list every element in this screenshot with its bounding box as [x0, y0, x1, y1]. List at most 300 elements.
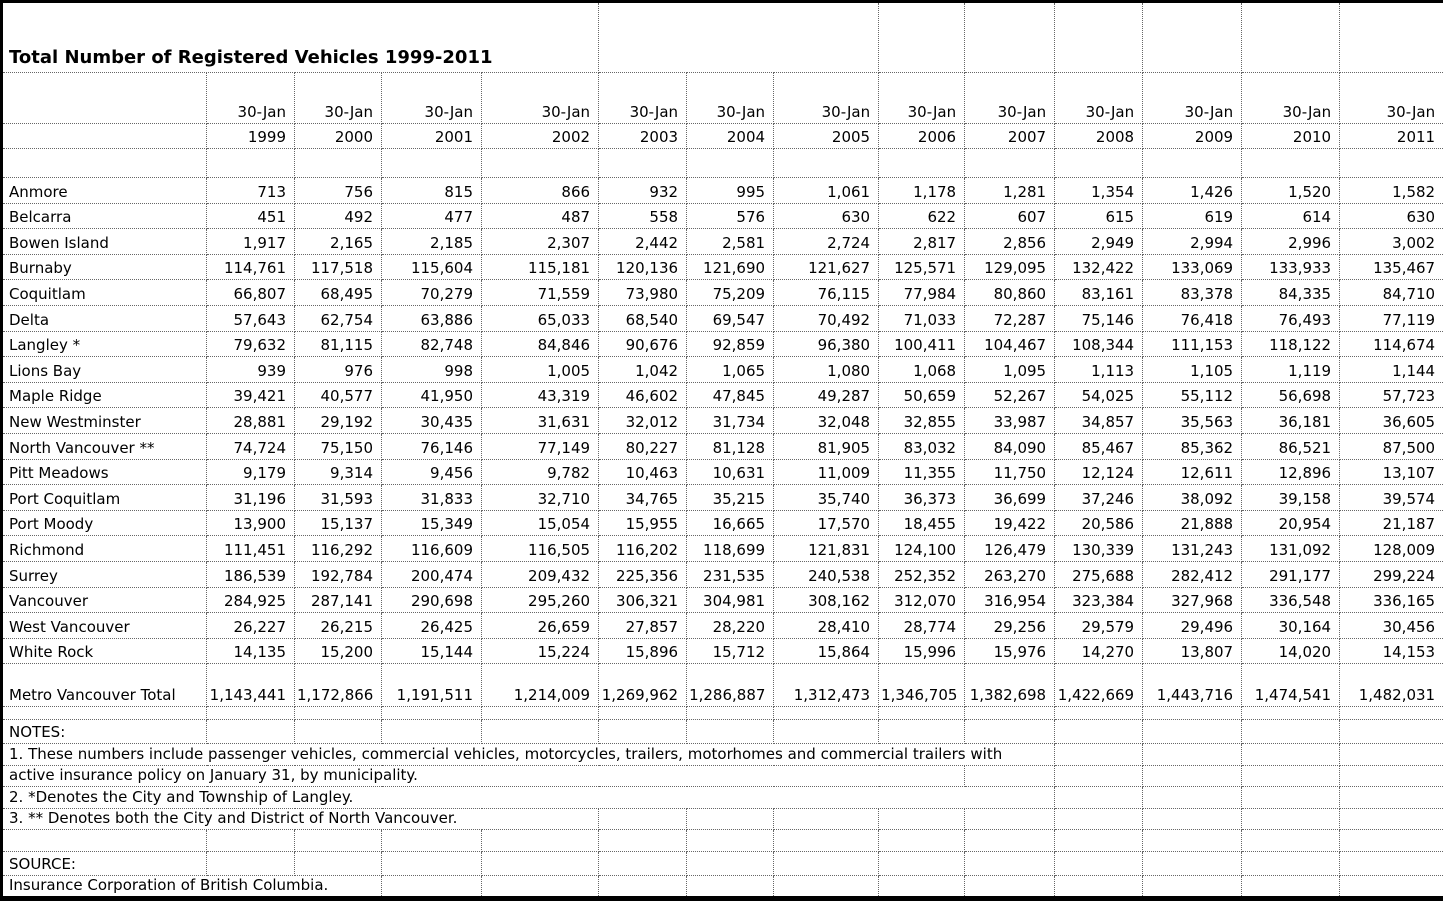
value-cell: 1,105 — [1143, 357, 1242, 383]
table-row — [2, 613, 1443, 639]
municipality-cell: Bowen Island — [2, 229, 207, 255]
value-cell: 304,981 — [687, 587, 774, 613]
empty-cell — [2, 124, 207, 149]
empty-cell — [1340, 744, 1443, 766]
value-cell: 1,061 — [774, 178, 879, 204]
value-cell: 26,215 — [295, 613, 382, 639]
value-cell: 35,740 — [774, 485, 879, 511]
empty-cell — [687, 876, 774, 899]
value-cell: 225,356 — [599, 561, 687, 587]
value-cell: 121,690 — [687, 254, 774, 280]
value-cell: 2,185 — [382, 229, 482, 255]
value-cell: 252,352 — [879, 561, 965, 587]
empty-cell — [1143, 830, 1242, 852]
value-cell: 120,136 — [599, 254, 687, 280]
note-text: active insurance policy on January 31, by municipality. — [2, 765, 965, 787]
value-cell: 308,162 — [774, 587, 879, 613]
value-cell: 10,631 — [687, 459, 774, 485]
value-cell: 104,467 — [965, 331, 1055, 357]
municipality-cell: Belcarra — [2, 203, 207, 229]
empty-cell — [207, 720, 295, 744]
value-cell: 66,807 — [207, 280, 295, 306]
value-cell: 316,954 — [965, 587, 1055, 613]
note-row — [2, 808, 1443, 830]
table-row — [2, 305, 1443, 331]
value-cell: 32,048 — [774, 408, 879, 434]
total-value-cell: 1,191,511 — [382, 664, 482, 707]
empty-cell — [774, 876, 879, 899]
empty-cell — [1340, 2, 1443, 73]
value-cell: 75,150 — [295, 433, 382, 459]
empty-cell — [965, 808, 1055, 830]
value-cell: 323,384 — [1055, 587, 1143, 613]
value-cell: 1,042 — [599, 357, 687, 383]
notes-header-row — [2, 720, 1443, 744]
value-cell: 116,505 — [482, 536, 599, 562]
total-value-cell: 1,422,669 — [1055, 664, 1143, 707]
value-cell: 115,604 — [382, 254, 482, 280]
value-cell: 13,807 — [1143, 638, 1242, 664]
value-cell: 16,665 — [687, 510, 774, 536]
value-cell: 30,456 — [1340, 613, 1443, 639]
municipality-cell: West Vancouver — [2, 613, 207, 639]
empty-cell — [1055, 787, 1143, 809]
empty-cell — [482, 876, 599, 899]
value-cell: 36,181 — [1242, 408, 1340, 434]
value-cell: 34,857 — [1055, 408, 1143, 434]
value-cell: 65,033 — [482, 305, 599, 331]
empty-cell — [774, 149, 879, 178]
value-cell: 131,243 — [1143, 536, 1242, 562]
value-cell: 312,070 — [879, 587, 965, 613]
empty-cell — [482, 707, 599, 720]
empty-cell — [207, 830, 295, 852]
empty-cell — [1242, 765, 1340, 787]
value-cell: 20,954 — [1242, 510, 1340, 536]
empty-cell — [1242, 744, 1340, 766]
empty-cell — [1143, 744, 1242, 766]
value-cell: 73,980 — [599, 280, 687, 306]
value-cell: 129,095 — [965, 254, 1055, 280]
table-row — [2, 536, 1443, 562]
value-cell: 87,500 — [1340, 433, 1443, 459]
value-cell: 477 — [382, 203, 482, 229]
value-cell: 20,586 — [1055, 510, 1143, 536]
value-cell: 10,463 — [599, 459, 687, 485]
empty-cell — [965, 852, 1055, 876]
empty-cell — [774, 720, 879, 744]
value-cell: 13,107 — [1340, 459, 1443, 485]
value-cell: 614 — [1242, 203, 1340, 229]
year-cell: 2007 — [965, 124, 1055, 149]
value-cell: 69,547 — [687, 305, 774, 331]
value-cell: 30,435 — [382, 408, 482, 434]
empty-cell — [774, 852, 879, 876]
empty-cell — [1242, 149, 1340, 178]
empty-cell — [1340, 787, 1443, 809]
value-cell: 11,009 — [774, 459, 879, 485]
value-cell: 15,712 — [687, 638, 774, 664]
value-cell: 1,520 — [1242, 178, 1340, 204]
value-cell: 14,135 — [207, 638, 295, 664]
empty-cell — [295, 720, 382, 744]
value-cell: 83,378 — [1143, 280, 1242, 306]
empty-cell — [879, 876, 965, 899]
year-cell: 2004 — [687, 124, 774, 149]
value-cell: 90,676 — [599, 331, 687, 357]
empty-cell — [965, 2, 1055, 73]
value-cell: 2,996 — [1242, 229, 1340, 255]
value-cell: 13,900 — [207, 510, 295, 536]
table-row — [2, 561, 1443, 587]
value-cell: 15,896 — [599, 638, 687, 664]
empty-cell — [599, 876, 687, 899]
value-cell: 815 — [382, 178, 482, 204]
value-cell: 756 — [295, 178, 382, 204]
value-cell: 121,627 — [774, 254, 879, 280]
value-cell: 125,571 — [879, 254, 965, 280]
value-cell: 192,784 — [295, 561, 382, 587]
value-cell: 15,349 — [382, 510, 482, 536]
date-label-cell: 30-Jan — [879, 73, 965, 124]
value-cell: 15,054 — [482, 510, 599, 536]
empty-cell — [207, 852, 295, 876]
empty-cell — [295, 149, 382, 178]
value-cell: 118,699 — [687, 536, 774, 562]
municipality-cell: New Westminster — [2, 408, 207, 434]
value-cell: 135,467 — [1340, 254, 1443, 280]
value-cell: 209,432 — [482, 561, 599, 587]
table-row — [2, 229, 1443, 255]
value-cell: 1,354 — [1055, 178, 1143, 204]
empty-cell — [207, 707, 295, 720]
empty-cell — [1055, 707, 1143, 720]
value-cell: 111,451 — [207, 536, 295, 562]
empty-cell — [1340, 765, 1443, 787]
value-cell: 76,493 — [1242, 305, 1340, 331]
value-cell: 68,540 — [599, 305, 687, 331]
value-cell: 14,270 — [1055, 638, 1143, 664]
value-cell: 576 — [687, 203, 774, 229]
table-row — [2, 459, 1443, 485]
empty-cell — [1055, 808, 1143, 830]
date-label-cell: 30-Jan — [687, 73, 774, 124]
table-row — [2, 382, 1443, 408]
value-cell: 39,574 — [1340, 485, 1443, 511]
value-cell: 132,422 — [1055, 254, 1143, 280]
value-cell: 54,025 — [1055, 382, 1143, 408]
value-cell: 74,724 — [207, 433, 295, 459]
empty-cell — [482, 830, 599, 852]
empty-cell — [1055, 149, 1143, 178]
date-label-cell: 30-Jan — [1055, 73, 1143, 124]
empty-cell — [1242, 2, 1340, 73]
value-cell: 186,539 — [207, 561, 295, 587]
value-cell: 32,012 — [599, 408, 687, 434]
value-cell: 37,246 — [1055, 485, 1143, 511]
empty-cell — [599, 2, 879, 73]
value-cell: 63,886 — [382, 305, 482, 331]
value-cell: 126,479 — [965, 536, 1055, 562]
empty-cell — [2, 73, 207, 124]
municipality-cell: Delta — [2, 305, 207, 331]
date-label-cell: 30-Jan — [207, 73, 295, 124]
value-cell: 1,426 — [1143, 178, 1242, 204]
empty-cell — [1143, 876, 1242, 899]
value-cell: 75,146 — [1055, 305, 1143, 331]
value-cell: 1,095 — [965, 357, 1055, 383]
value-cell: 932 — [599, 178, 687, 204]
empty-cell — [687, 149, 774, 178]
empty-cell — [382, 149, 482, 178]
empty-cell — [1143, 149, 1242, 178]
value-cell: 83,032 — [879, 433, 965, 459]
value-cell: 76,115 — [774, 280, 879, 306]
value-cell: 81,115 — [295, 331, 382, 357]
date-label-cell: 30-Jan — [1242, 73, 1340, 124]
empty-cell — [1340, 876, 1443, 899]
empty-cell — [382, 876, 482, 899]
spacer-row — [2, 707, 1443, 720]
table-row — [2, 587, 1443, 613]
total-value-cell: 1,172,866 — [295, 664, 382, 707]
value-cell: 995 — [687, 178, 774, 204]
value-cell: 299,224 — [1340, 561, 1443, 587]
empty-cell — [965, 830, 1055, 852]
value-cell: 35,215 — [687, 485, 774, 511]
value-cell: 116,609 — [382, 536, 482, 562]
value-cell: 18,455 — [879, 510, 965, 536]
value-cell: 451 — [207, 203, 295, 229]
value-cell: 29,579 — [1055, 613, 1143, 639]
value-cell: 111,153 — [1143, 331, 1242, 357]
value-cell: 39,158 — [1242, 485, 1340, 511]
value-cell: 56,698 — [1242, 382, 1340, 408]
value-cell: 80,860 — [965, 280, 1055, 306]
value-cell: 1,281 — [965, 178, 1055, 204]
value-cell: 131,092 — [1242, 536, 1340, 562]
value-cell: 38,092 — [1143, 485, 1242, 511]
empty-cell — [599, 808, 687, 830]
value-cell: 21,187 — [1340, 510, 1443, 536]
value-cell: 26,227 — [207, 613, 295, 639]
value-cell: 15,224 — [482, 638, 599, 664]
empty-cell — [687, 852, 774, 876]
empty-cell — [1242, 808, 1340, 830]
total-value-cell: 1,214,009 — [482, 664, 599, 707]
value-cell: 287,141 — [295, 587, 382, 613]
empty-cell — [687, 808, 774, 830]
value-cell: 121,831 — [774, 536, 879, 562]
date-label-cell: 30-Jan — [599, 73, 687, 124]
value-cell: 31,196 — [207, 485, 295, 511]
value-cell: 866 — [482, 178, 599, 204]
municipality-cell: Surrey — [2, 561, 207, 587]
municipality-cell: Burnaby — [2, 254, 207, 280]
date-label-cell: 30-Jan — [382, 73, 482, 124]
total-value-cell: 1,443,716 — [1143, 664, 1242, 707]
value-cell: 12,124 — [1055, 459, 1143, 485]
empty-cell — [1055, 744, 1143, 766]
empty-cell — [482, 149, 599, 178]
empty-cell — [1242, 876, 1340, 899]
value-cell: 939 — [207, 357, 295, 383]
value-cell: 81,905 — [774, 433, 879, 459]
value-cell: 21,888 — [1143, 510, 1242, 536]
year-cell: 2010 — [1242, 124, 1340, 149]
value-cell: 2,581 — [687, 229, 774, 255]
empty-cell — [1143, 808, 1242, 830]
empty-cell — [599, 830, 687, 852]
value-cell: 35,563 — [1143, 408, 1242, 434]
value-cell: 36,699 — [965, 485, 1055, 511]
note-text: 1. These numbers include passenger vehicles, commercial vehicles, motorcycles, trailers, motorhomes and commercial trailers with — [2, 744, 1055, 766]
municipality-cell: Langley * — [2, 331, 207, 357]
value-cell: 46,602 — [599, 382, 687, 408]
value-cell: 26,659 — [482, 613, 599, 639]
municipality-cell: Maple Ridge — [2, 382, 207, 408]
value-cell: 336,165 — [1340, 587, 1443, 613]
value-cell: 15,864 — [774, 638, 879, 664]
empty-cell — [1340, 852, 1443, 876]
value-cell: 1,917 — [207, 229, 295, 255]
value-cell: 32,855 — [879, 408, 965, 434]
value-cell: 2,817 — [879, 229, 965, 255]
source-row — [2, 876, 1443, 899]
empty-cell — [1242, 787, 1340, 809]
total-value-cell: 1,482,031 — [1340, 664, 1443, 707]
source-header-row — [2, 852, 1443, 876]
value-cell: 2,856 — [965, 229, 1055, 255]
empty-cell — [879, 830, 965, 852]
value-cell: 77,149 — [482, 433, 599, 459]
value-cell: 34,765 — [599, 485, 687, 511]
value-cell: 17,570 — [774, 510, 879, 536]
value-cell: 57,643 — [207, 305, 295, 331]
value-cell: 31,833 — [382, 485, 482, 511]
empty-cell — [1143, 787, 1242, 809]
value-cell: 1,119 — [1242, 357, 1340, 383]
empty-cell — [1055, 2, 1143, 73]
empty-cell — [879, 720, 965, 744]
value-cell: 2,442 — [599, 229, 687, 255]
value-cell: 558 — [599, 203, 687, 229]
empty-cell — [2, 830, 207, 852]
empty-cell — [1242, 852, 1340, 876]
year-cell: 2008 — [1055, 124, 1143, 149]
value-cell: 11,355 — [879, 459, 965, 485]
empty-cell — [687, 830, 774, 852]
date-label-cell: 30-Jan — [482, 73, 599, 124]
value-cell: 116,292 — [295, 536, 382, 562]
table-row — [2, 280, 1443, 306]
empty-cell — [1055, 765, 1143, 787]
value-cell: 619 — [1143, 203, 1242, 229]
value-cell: 1,005 — [482, 357, 599, 383]
table-row — [2, 485, 1443, 511]
value-cell: 50,659 — [879, 382, 965, 408]
value-cell: 1,080 — [774, 357, 879, 383]
municipality-cell: Pitt Meadows — [2, 459, 207, 485]
value-cell: 284,925 — [207, 587, 295, 613]
empty-cell — [1143, 765, 1242, 787]
value-cell: 115,181 — [482, 254, 599, 280]
empty-cell — [879, 707, 965, 720]
empty-cell — [687, 707, 774, 720]
value-cell: 116,202 — [599, 536, 687, 562]
page-title: Total Number of Registered Vehicles 1999-2011 — [2, 2, 599, 73]
table-row — [2, 408, 1443, 434]
value-cell: 630 — [1340, 203, 1443, 229]
total-value-cell: 1,286,887 — [687, 664, 774, 707]
empty-cell — [295, 707, 382, 720]
value-cell: 39,421 — [207, 382, 295, 408]
note-text: 2. *Denotes the City and Township of Langley. — [2, 787, 1055, 809]
value-cell: 31,593 — [295, 485, 382, 511]
table-row — [2, 357, 1443, 383]
value-cell: 9,314 — [295, 459, 382, 485]
empty-cell — [965, 876, 1055, 899]
total-value-cell: 1,143,441 — [207, 664, 295, 707]
empty-cell — [295, 852, 382, 876]
value-cell: 71,559 — [482, 280, 599, 306]
value-cell: 1,068 — [879, 357, 965, 383]
empty-cell — [1143, 852, 1242, 876]
value-cell: 92,859 — [687, 331, 774, 357]
value-cell: 28,774 — [879, 613, 965, 639]
value-cell: 28,881 — [207, 408, 295, 434]
value-cell: 1,144 — [1340, 357, 1443, 383]
value-cell: 85,362 — [1143, 433, 1242, 459]
empty-cell — [1340, 808, 1443, 830]
empty-cell — [1055, 852, 1143, 876]
note-row — [2, 787, 1443, 809]
empty-cell — [382, 707, 482, 720]
value-cell: 72,287 — [965, 305, 1055, 331]
year-cell: 2005 — [774, 124, 879, 149]
total-value-cell: 1,312,473 — [774, 664, 879, 707]
value-cell: 282,412 — [1143, 561, 1242, 587]
value-cell: 9,456 — [382, 459, 482, 485]
value-cell: 114,674 — [1340, 331, 1443, 357]
value-cell: 82,748 — [382, 331, 482, 357]
note-row — [2, 744, 1443, 766]
value-cell: 68,495 — [295, 280, 382, 306]
value-cell: 80,227 — [599, 433, 687, 459]
value-cell: 85,467 — [1055, 433, 1143, 459]
date-label-cell: 30-Jan — [1143, 73, 1242, 124]
note-text: 3. ** Denotes both the City and District of North Vancouver. — [2, 808, 599, 830]
value-cell: 231,535 — [687, 561, 774, 587]
empty-cell — [599, 852, 687, 876]
value-cell: 84,335 — [1242, 280, 1340, 306]
empty-cell — [1143, 707, 1242, 720]
value-cell: 130,339 — [1055, 536, 1143, 562]
empty-cell — [2, 149, 207, 178]
empty-cell — [965, 149, 1055, 178]
value-cell: 79,632 — [207, 331, 295, 357]
empty-cell — [774, 808, 879, 830]
empty-cell — [1242, 830, 1340, 852]
title-row — [2, 2, 1443, 73]
empty-cell — [382, 830, 482, 852]
year-cell: 2009 — [1143, 124, 1242, 149]
value-cell: 71,033 — [879, 305, 965, 331]
value-cell: 263,270 — [965, 561, 1055, 587]
value-cell: 19,422 — [965, 510, 1055, 536]
value-cell: 32,710 — [482, 485, 599, 511]
source-text: Insurance Corporation of British Columbia. — [2, 876, 382, 899]
